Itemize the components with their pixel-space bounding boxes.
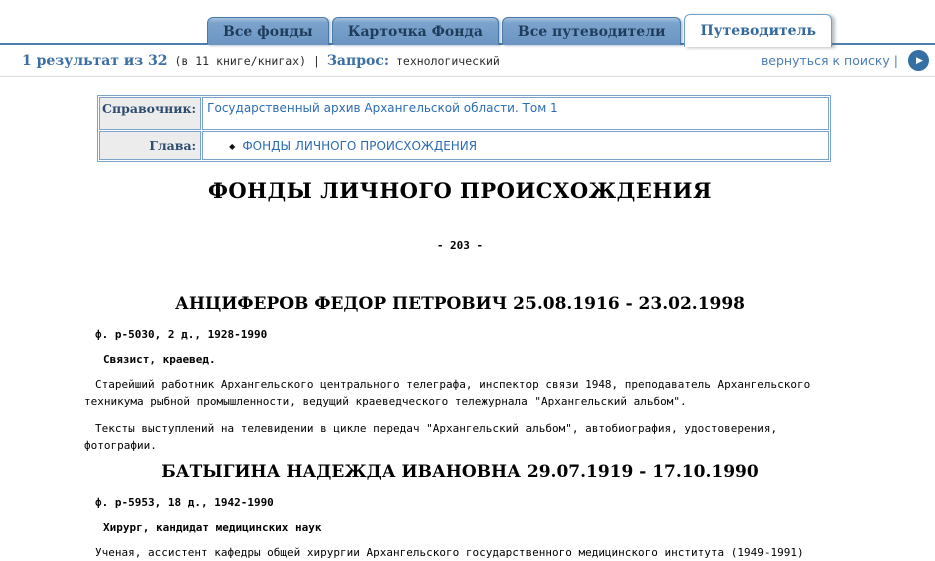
reference-table <box>97 95 831 162</box>
reference-value <box>202 97 829 130</box>
fond-reference: ф. р-5953, 18 д., 1942-1990 <box>95 496 274 509</box>
entry-paragraph: Ученая, ассистент кафедры общей хирургии Архангельского государственного медицинского института (1949-1991) <box>95 546 804 559</box>
entry-paragraph: Старейший работник Архангельского центрального телеграфа, инспектор связи 1948, преподаватель Архангельского техникума рыбной промышленности, ведущий краеведческого тележурнала "Архангельский альбом". <box>84 378 811 408</box>
guide-content <box>84 178 836 561</box>
table-row <box>99 97 829 130</box>
query-label: Запрос: <box>326 52 390 69</box>
entry-heading: БАТЫГИНА НАДЕЖДА ИВАНОВНА 29.07.1919 - 17.10.1990 <box>161 462 759 482</box>
results-actions <box>761 50 929 71</box>
person-role: Хирург, кандидат медицинских наук <box>103 521 322 534</box>
chapter-value <box>202 131 829 160</box>
results-in-books: (в 11 книге/книгах) | <box>167 53 327 68</box>
chapter-label: Глава: <box>99 131 201 160</box>
tab-guide[interactable]: Путеводитель <box>684 14 832 47</box>
tab-fond-card[interactable]: Карточка Фонда <box>332 17 499 45</box>
reference-label: Справочник: <box>99 97 201 130</box>
diamond-bullet-icon: ◆ <box>229 141 236 151</box>
next-result-button[interactable] <box>908 50 929 71</box>
fond-reference: ф. р-5030, 2 д., 1928-1990 <box>95 328 268 341</box>
tab-header <box>0 0 935 45</box>
tab-strip <box>207 14 832 45</box>
results-summary <box>22 53 500 69</box>
tab-all-fonds[interactable]: Все фонды <box>207 17 329 45</box>
person-role: Связист, краевед. <box>103 353 216 366</box>
results-count: 1 результат из 32 <box>22 52 168 69</box>
entry-heading: АНЦИФЕРОВ ФЕДОР ПЕТРОВИЧ 25.08.1916 - 23.02.1998 <box>174 294 746 314</box>
play-icon: ▶ <box>916 55 923 65</box>
tab-all-guides[interactable]: Все путеводители <box>502 17 682 45</box>
back-to-search-link[interactable]: вернуться к поиску | <box>760 53 898 68</box>
reference-book-link[interactable]: Государственный архив Архангельской области. Том 1 <box>207 101 558 115</box>
results-bar <box>0 45 935 77</box>
page-number: - 203 - <box>436 239 484 252</box>
chapter-title: ФОНДЫ ЛИЧНОГО ПРОИСХОЖДЕНИЯ <box>207 178 713 203</box>
entry-paragraph: Тексты выступлений на телевидении в цикле передач "Архангельский альбом", автобиография, удостоверения, фотографии. <box>84 422 778 452</box>
chapter-link[interactable]: ФОНДЫ ЛИЧНОГО ПРОИСХОЖДЕНИЯ <box>242 138 478 153</box>
table-row <box>99 131 829 160</box>
query-value: технологический <box>389 53 500 68</box>
